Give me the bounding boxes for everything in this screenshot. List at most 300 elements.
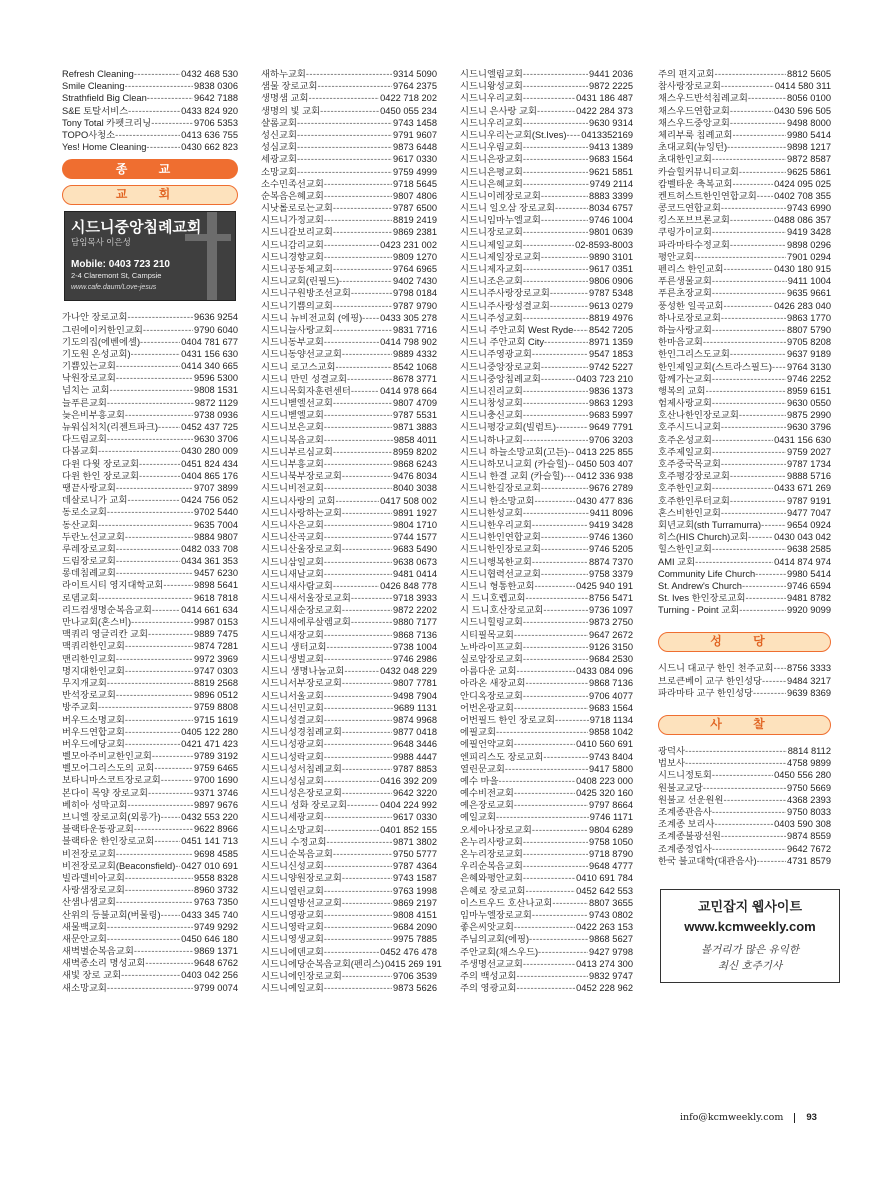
list-item [261,373,437,385]
dot-leader [324,751,392,763]
list-item [658,757,831,769]
entry-name: 예은장로교회 [460,800,514,811]
list-item [62,531,238,543]
entry-name: 예일교회 [460,812,496,823]
entry-name: 롱데침례교회 [62,568,116,579]
entry-name: 성신교회 [261,129,297,140]
dot-leader [739,166,786,178]
entry-phone: 0432 553 220 [181,812,238,822]
entry-name: 시드니북부장로교회 [261,471,342,482]
entry-name: 벨모어그리스도의 교회 [62,763,155,774]
list-item [460,604,633,616]
cathedral-list [658,662,831,699]
entry-name: 시드니에덴교회 [261,946,324,957]
dot-leader [146,141,180,153]
list-item [261,726,437,738]
entry-name: 원불교교당 [658,782,703,793]
dot-leader [154,762,193,774]
list-item [261,239,437,251]
entry-name: 시드니새장교회 [261,629,324,640]
entry-name: 시드니한우리교회 [460,519,532,530]
entry-phone: 9427 9798 [589,946,633,957]
dot-leader [297,129,392,141]
entry-name: 루레장로교회 [62,543,116,554]
dot-leader [297,153,392,165]
entry-phone: 9898 5641 [194,580,238,591]
dot-leader [324,690,392,702]
dot-leader [342,470,392,482]
entry-name: 시드니한성교회 [460,507,523,518]
entry-phone: 9743 8404 [589,751,633,762]
dot-leader [496,726,588,738]
dot-leader [537,105,575,117]
entry-name: 시 드니호산장로교회 [460,605,544,616]
entry-name: 시드니제자교회 [460,264,523,274]
entry-phone: 0425 940 191 [576,580,633,591]
dot-leader [712,275,787,287]
temple-list [658,745,831,867]
entry-phone: 9654 0924 [787,519,831,530]
dot-leader [116,372,193,384]
list-item [658,745,831,757]
dot-leader [534,580,575,592]
list-item [62,92,238,104]
entry-name: 시드니주영광교회 [460,349,532,360]
entry-name: 푸른초장교회 [658,288,712,299]
dot-leader [148,628,193,640]
entry-phone: 9706 3539 [393,970,437,981]
entry-phone: 0432 048 229 [380,666,437,677]
entry-phone: 0431 156 630 [181,348,238,359]
entry-name: 호주제일교회 [658,446,712,457]
dot-leader [351,385,379,397]
list-item [261,568,437,580]
entry-phone: 9625 5861 [787,166,831,177]
dot-leader [523,409,588,421]
dot-leader [335,495,379,507]
dot-leader [538,946,588,958]
entry-phone: 9621 5851 [589,166,633,177]
entry-phone: 9791 9607 [393,129,437,140]
entry-name: 새하누교회 [261,69,306,79]
entry-phone: 0451 824 434 [181,458,238,469]
section-religion-header: 종 교 [62,159,238,179]
dot-leader [685,757,786,769]
dot-leader [555,202,588,214]
dot-leader [116,896,193,908]
entry-phone: 9836 1373 [589,385,633,396]
entry-name: Community Life Church [658,568,756,579]
entry-phone: 0416 392 209 [380,775,437,786]
entry-phone: 9642 7672 [787,843,831,854]
entry-phone: 9718 1134 [589,714,633,725]
list-item [62,896,238,908]
dot-leader [761,519,786,531]
list-item [658,604,831,616]
entry-phone: 9736 1097 [589,605,633,616]
list-item [658,580,831,592]
dot-leader [541,543,588,555]
entry-name: 라이트시티 영지대학교회 [62,580,164,591]
list-item [62,360,238,372]
list-item [261,470,437,482]
dot-leader [523,80,588,92]
dot-leader [342,507,392,519]
dot-leader [342,763,392,775]
entry-name: 임마누엘장로교회 [460,909,532,920]
list-item [62,519,238,531]
list-item [261,251,437,263]
entry-name: 시드니감리교회 [261,239,324,250]
dot-leader [523,397,588,409]
entry-name: 콩코드연합교회 [658,203,721,214]
entry-name: 시드니우림교회 [460,142,523,153]
entry-name: 시드니 로고스교회 [261,361,336,372]
list-item [460,385,633,397]
entry-phone: 0422 718 202 [380,93,437,104]
dot-leader [362,312,379,324]
list-item [460,166,633,178]
entry-phone: 0414 340 665 [181,361,238,372]
entry-name: 넘치는 교회 [62,385,110,396]
list-item [460,251,633,263]
entry-name: 시드니우리교회 [460,93,523,104]
list-item [261,495,437,507]
entry-phone: 9806 0906 [589,276,633,287]
entry-phone: 9715 1619 [194,714,238,725]
entry-phone: 0423 231 002 [380,239,437,250]
entry-name: 시드니 생명나눔교회 [261,666,345,677]
dot-leader [757,190,773,202]
entry-phone: 9635 9661 [787,288,831,299]
entry-phone: 9868 5627 [589,934,633,945]
entry-phone: 9873 5626 [393,983,437,994]
entry-name: 시드니산울장로교회 [261,544,342,555]
dot-leader [712,482,773,494]
list-item [460,946,633,958]
dot-leader [523,653,588,665]
list-item [261,958,442,970]
entry-name: 맨리한인교회 [62,653,116,664]
list-item [460,458,633,470]
dot-leader [342,348,392,360]
entry-phone: 9872 2202 [393,605,437,616]
dot-leader [324,653,392,665]
entry-phone: 9873 6448 [393,142,437,153]
dot-leader [523,312,588,324]
entry-name: 호주평강장로교회 [658,471,730,482]
entry-phone: 0450 556 280 [774,770,831,781]
list-item [460,714,633,726]
entry-phone: 0422 284 373 [576,105,633,116]
entry-phone: 0421 471 423 [181,738,238,749]
entry-name: 초대교회(뉴잉턴) [658,142,728,153]
entry-name: 풍성한 일곡교회 [658,300,724,311]
entry-phone: 9638 2585 [787,544,831,555]
entry-phone: 9637 9189 [787,349,831,360]
entry-phone: 0403 723 210 [576,373,633,384]
dot-leader [516,982,575,994]
entry-name: 시드니열린교회 [261,885,324,896]
list-item [62,774,238,786]
entry-phone: 0424 095 025 [774,178,831,189]
dot-leader [324,409,392,421]
entry-phone: 9683 1564 [589,702,633,713]
entry-name: 시티필목교회 [460,629,514,640]
list-item [460,336,633,348]
dot-leader [543,751,588,763]
entry-phone: 9759 4999 [393,166,437,177]
list-item [460,239,633,251]
dot-leader [127,799,193,811]
entry-name: 펜리스 한인교회 [658,264,724,274]
entry-phone: 9706 3203 [589,434,633,445]
dot-leader [297,166,392,178]
promo-url[interactable]: www.kcmweekly.com [684,918,816,934]
dot-leader [703,782,786,794]
entry-name: 시드니복음교회 [261,434,324,445]
dot-leader [324,811,392,823]
list-item [658,855,831,867]
dot-leader [496,811,589,823]
entry-phone: 0426 283 040 [774,300,831,311]
list-item [62,884,238,896]
dot-leader [324,531,392,543]
entry-phone: 9749 2114 [589,178,633,189]
entry-phone: 0413 274 300 [576,958,633,969]
entry-phone: 9718 8790 [589,849,633,859]
entry-name: TOPO사청소 [62,129,116,140]
entry-name: 새문안교회 [62,933,107,944]
entry-name: 동로소교회 [62,507,107,518]
entry-name: 온누리사랑교회 [460,836,523,847]
dot-leader [139,458,180,470]
list-item [460,507,633,519]
dot-leader [541,482,588,494]
list-item [261,300,437,312]
entry-phone: 8040 3038 [393,483,437,494]
dot-leader [333,324,392,336]
page-number: 93 [806,1112,817,1123]
entry-phone: 0433 084 096 [576,666,633,677]
dot-leader [116,543,180,555]
dot-leader [721,458,786,470]
entry-name: 비전장로교회(Beaconsfield) [62,860,176,871]
list-item [460,763,633,775]
dot-leader [550,287,588,299]
entry-name: 주생명선교교회 [460,958,523,969]
dot-leader [755,568,786,580]
entry-phone: 9832 9747 [589,970,633,981]
entry-name: 생명의 빛 교회 [261,105,321,116]
dot-leader [324,178,392,190]
entry-name: 리드컴생명순복음교회 [62,604,152,615]
entry-name: 시드니늘사랑교회 [261,324,333,335]
list-item [62,348,238,360]
entry-name: 행복의 교회 [658,385,706,396]
list-item [460,519,633,531]
entry-phone: 9749 9292 [194,921,238,932]
entry-name: 시드니 생터교회 [261,641,327,652]
entry-name: 호주한인루터교회 [658,495,730,506]
list-item [62,640,238,652]
column-1 [62,68,238,994]
entry-phone: 9417 5800 [589,763,633,774]
dot-leader [125,884,193,896]
list-item [658,361,831,373]
entry-name: 시드니충신교회 [460,410,523,421]
list-item [261,592,437,604]
entry-phone: 0404 781 677 [181,336,238,347]
entry-phone: 9763 7350 [194,897,238,908]
cleaning-list [62,68,238,153]
entry-phone: 9759 2027 [787,446,831,457]
dot-leader [107,677,193,689]
entry-phone: 9972 3969 [194,653,238,664]
entry-phone: 9630 0550 [787,398,831,409]
entry-phone: 9858 1042 [589,727,633,738]
entry-phone: 0452 476 478 [380,946,437,957]
list-item [460,921,633,933]
dot-leader [324,190,392,202]
list-item [658,507,831,519]
dot-leader [324,921,392,933]
entry-name: 시드니영락교회 [261,922,324,933]
entry-phone: 9705 8208 [787,337,831,348]
entry-name: 뉴워십처치(리젠트파크) [62,422,158,432]
dot-leader [568,446,576,458]
entry-phone: 9126 3150 [589,641,633,652]
dot-leader [525,677,588,689]
dot-leader [523,117,588,129]
list-item [261,117,437,129]
list-item [261,226,437,238]
dot-leader [324,933,392,945]
list-item [261,361,437,373]
list-item [261,80,437,92]
entry-name: 채스우드반석침례교회 [658,93,748,104]
list-item [261,275,437,287]
list-item [460,556,633,568]
dot-leader [131,348,181,360]
entry-phone: 0408 223 000 [576,775,633,786]
list-item [658,129,831,141]
list-item [261,507,437,519]
entry-phone: 9411 8096 [589,507,633,518]
list-item [658,214,831,226]
dot-leader [552,897,588,909]
dot-leader [712,153,786,165]
list-item [460,836,633,848]
list-item [261,751,437,763]
entry-phone: 0424 756 052 [181,495,238,506]
list-item [62,909,238,921]
entry-phone: 9676 2789 [589,483,633,494]
list-item [460,787,633,799]
entry-phone: 0426 848 778 [380,580,437,591]
dot-leader [116,482,193,494]
entry-name: 시드니동부교회 [261,337,324,348]
entry-phone: 9618 7818 [194,592,238,603]
entry-name: 시드니창성교회 [460,398,523,409]
list-item [658,434,831,446]
dot-leader [317,80,392,92]
dot-leader [324,824,379,836]
entry-name: 하늘사랑교회 [658,324,712,335]
list-item [658,662,831,674]
list-item [62,945,238,957]
list-item [460,214,633,226]
ad-address: 2-4 Claremont St, Campsie [71,271,162,281]
list-item [62,860,238,872]
list-item [658,385,831,397]
entry-phone: 9630 3706 [194,434,238,445]
entry-phone: 9880 7177 [393,617,437,628]
dot-leader [324,214,392,226]
dot-leader [544,336,588,348]
entry-name: 시드니예일교회 [261,983,324,994]
entry-name: 다봄교회 [62,446,98,457]
list-item [261,690,437,702]
entry-phone: 9764 2375 [393,81,437,92]
list-item [658,531,831,543]
list-item [658,409,831,421]
dot-leader [523,872,575,884]
dot-leader [161,909,181,921]
dot-leader [514,921,575,933]
dot-leader [116,567,193,579]
dot-leader [324,458,392,470]
entry-phone: 8883 3399 [589,190,633,201]
entry-phone: 9441 2036 [589,69,633,79]
list-item [658,166,831,178]
list-item [460,300,633,312]
list-item [261,482,437,494]
entry-name: 시드니우리는교회(St.Ives) [460,129,567,140]
dot-leader [514,702,588,714]
entry-phone: 9804 6289 [589,824,633,835]
dot-leader [324,421,392,433]
list-item [460,361,633,373]
entry-name: 만나교회(혼스비) [62,617,132,627]
entry-phone: 0414 661 634 [181,604,238,615]
dot-leader [333,580,379,592]
entry-phone: 9868 7136 [589,678,633,689]
dot-leader [152,604,180,616]
entry-phone: 9706 5353 [194,117,238,128]
dot-leader [107,506,193,518]
dot-leader [714,818,773,830]
list-item [460,677,633,689]
list-item [658,543,831,555]
list-item [658,68,831,80]
entry-name: 시드니한인장로교회 [460,544,541,555]
dot-leader [721,421,786,433]
entry-phone: 0452 437 725 [181,422,238,432]
church-list-2 [261,68,442,994]
entry-phone: 9872 1129 [194,397,238,408]
entry-name: 산샘나샘교회 [62,897,116,908]
footer-email[interactable]: info@kcmweekly.com [680,1112,784,1123]
dot-leader [98,519,193,531]
entry-phone: 8959 6151 [787,385,831,396]
ad-pastor: 담임목사 이은성 [71,237,131,248]
list-item [658,495,831,507]
entry-name: 열린문교회 [460,763,505,774]
dot-leader [721,830,786,842]
dot-leader [107,397,194,409]
entry-name: 한인그리스도교회 [658,349,730,360]
